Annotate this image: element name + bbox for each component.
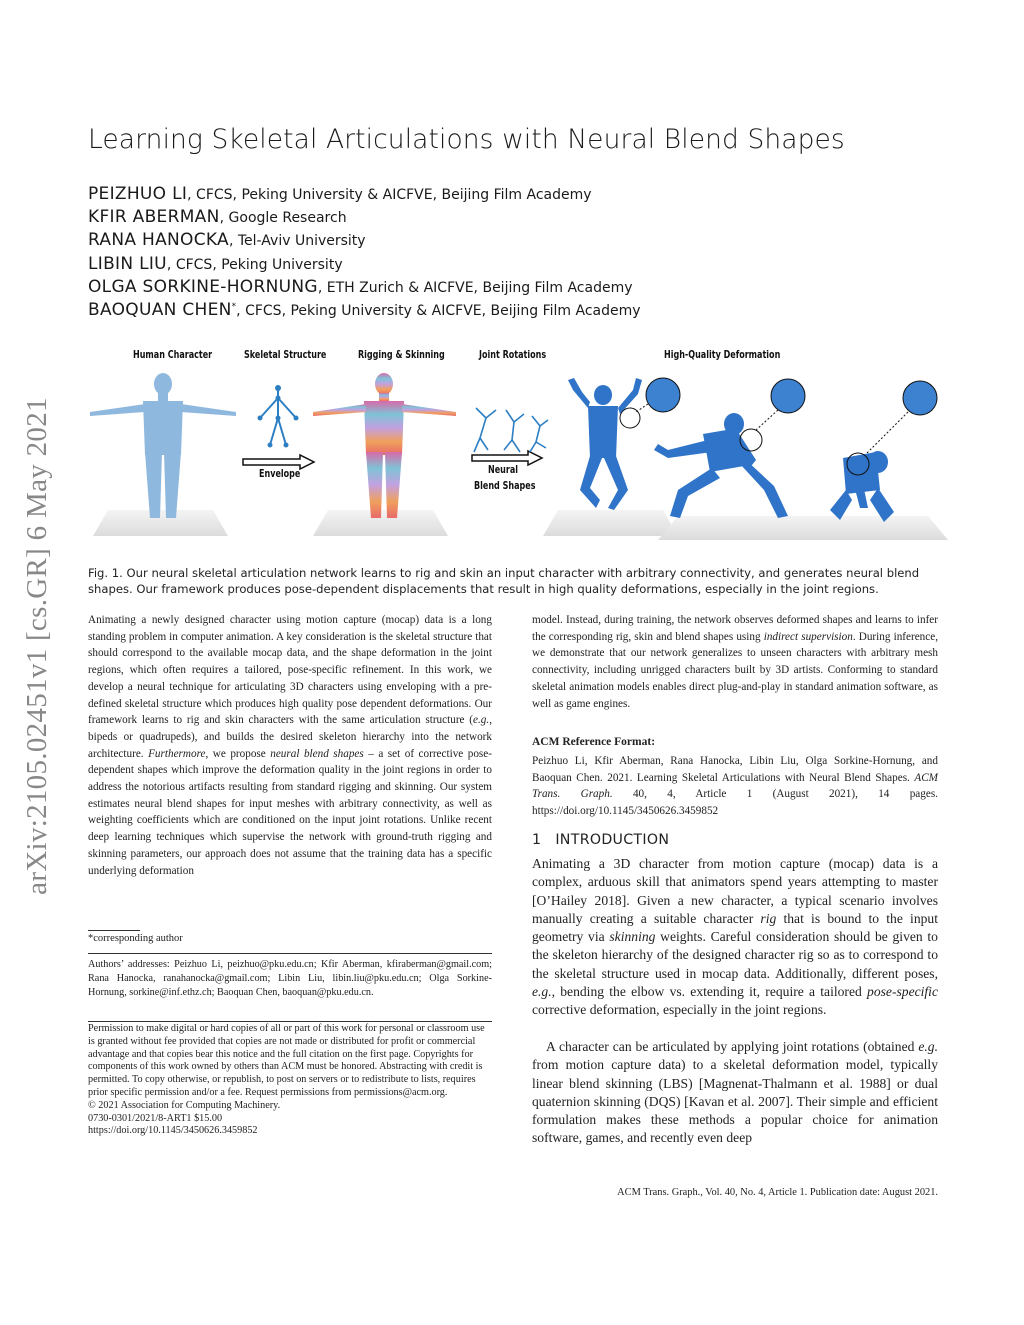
label-skeletal-structure: Skeletal Structure bbox=[244, 349, 327, 361]
intro-segment: weights. Careful consideration should be given to the skeleton hierarchy of the designed character rig so as to correspond to the skeletal structure used in mocap data. Additionally, different poses, bbox=[532, 929, 938, 981]
intro-segment: corrective deformation, especially in the joint regions. bbox=[532, 1002, 827, 1018]
section-title: INTRODUCTION bbox=[555, 832, 670, 848]
abstract-emphasis: neural blend shapes bbox=[270, 747, 364, 760]
intro-emphasis: rig bbox=[760, 910, 777, 926]
label-blend-shapes: Blend Shapes bbox=[474, 480, 536, 492]
joint-rotation-skeletons bbox=[474, 408, 548, 452]
label-human-character: Human Character bbox=[133, 349, 213, 361]
author-name: RANA HANOCKA bbox=[88, 230, 229, 250]
human-character-figure bbox=[90, 373, 236, 518]
floor-plane bbox=[93, 510, 228, 536]
corresponding-author-note: *corresponding author bbox=[88, 933, 183, 944]
author-name: KFIR ABERMAN bbox=[88, 207, 220, 227]
abstract-segment: Animating a newly designed character using motion capture (mocap) data is a long standing problem in computer animation. A key consideration is the skeletal structure that should correspond to the available mocap data, and the shape deformation in the joint regions, which often requires a tailored, pose-specific refinement. In this work, we develop a neural technique for articulating 3D characters using enveloping with a pre-defined skeletal structure which produces high quality pose dependent deformations. Our framework learns to rig and skin characters with the same articulation structure ( bbox=[88, 614, 492, 727]
author-line bbox=[88, 300, 641, 320]
arrow-envelope bbox=[243, 455, 314, 469]
permission-block bbox=[88, 1023, 492, 1138]
copyright-line: © 2021 Association for Computing Machinery. bbox=[88, 1099, 281, 1111]
abstract-emphasis: e.g. bbox=[473, 714, 490, 727]
abstract-text bbox=[88, 612, 492, 879]
arxiv-sidebar-stamp: arXiv:2105.02451v1 [cs.GR] 6 May 2021 bbox=[21, 397, 53, 895]
footnote-divider bbox=[88, 953, 492, 954]
author-affiliation: , ETH Zurich & AICFVE, Beijing Film Academy bbox=[317, 280, 633, 296]
reference-segment: 40, 4, Article 1 (August 2021), 14 pages. https://doi.org/10.1145/3450626.3459852 bbox=[532, 788, 938, 818]
floor-plane bbox=[788, 516, 948, 540]
section-number: 1 bbox=[532, 832, 542, 848]
floor-plane bbox=[543, 510, 678, 536]
reference-segment: Peizhuo Li, Kfir Aberman, Rana Hanocka, Libin Liu, Olga Sorkine-Hornung, and Baoquan Chen. 2021. Learning Skeletal Articulations with Neural Blend Shapes. bbox=[532, 755, 938, 784]
teaser-figure bbox=[88, 340, 948, 555]
author-affiliation: , CFCS, Peking University & AICFVE, Beijing Film Academy bbox=[236, 303, 641, 319]
reference-journal: ACM Trans. Graph. bbox=[532, 771, 938, 801]
label-neural: Neural bbox=[488, 464, 519, 476]
acm-reference-heading: ACM Reference Format: bbox=[532, 736, 656, 748]
author-affiliation: , CFCS, Peking University & AICFVE, Beijing Film Academy bbox=[187, 187, 592, 203]
label-envelope: Envelope bbox=[259, 468, 301, 480]
section-heading-introduction bbox=[532, 832, 683, 848]
abstract-emphasis: Furthermore bbox=[148, 747, 206, 760]
abstract-segment: , we propose bbox=[205, 747, 271, 760]
label-high-quality-deformation: High-Quality Deformation bbox=[664, 349, 781, 361]
page-footer: ACM Trans. Graph., Vol. 40, No. 4, Article 1. Publication date: August 2021. bbox=[617, 1187, 938, 1198]
footnote-divider bbox=[88, 1021, 492, 1022]
permission-text: Permission to make digital or hard copies of all or part of this work for personal or classroom use is granted without fee provided that copies are not made or distributed for profit or commercial advantage and that copies bear this notice and the full citation on the first page. Copyrights for components of this work owned by others than ACM must be honored. Abstracting with credit is permitted. To copy otherwise, or republish, to post on servers or to redistribute to lists, requires prior specific permission and/or a fee. Request permissions from permissions@acm.org. bbox=[88, 1023, 485, 1098]
author-affiliation: , Tel-Aviv University bbox=[228, 233, 366, 249]
intro-paragraph bbox=[532, 1038, 938, 1148]
deformed-character-crouch bbox=[830, 451, 894, 522]
intro-emphasis: skinning bbox=[609, 929, 656, 945]
paper-title: Learning Skeletal Articulations with Neural Blend Shapes bbox=[88, 124, 845, 155]
doi-link[interactable]: https://doi.org/10.1145/3450626.3459852 bbox=[88, 1125, 258, 1137]
deformed-character-lunge bbox=[654, 413, 788, 518]
intro-segment: A character can be articulated by applying joint rotations (obtained bbox=[546, 1039, 919, 1054]
intro-segment: from motion capture data) to a skeletal deformation model, typically linear blend skinning (LBS) [Magnenat-Thalmann et al. 1988] or dual quaternion skinning (DQS) [Kavan et al. 2007]. Their simple and efficient formulation makes these methods a popular choice for animation software, games, and recently even deep bbox=[532, 1057, 938, 1146]
author-name: LIBIN LIU bbox=[88, 254, 167, 274]
author-line bbox=[88, 230, 366, 250]
author-affiliation: , CFCS, Peking University bbox=[166, 257, 343, 273]
abstract-segment: . During inference, we demonstrate that our network generalizes to unseen characters with arbitrary mesh connectivity, including unrigged characters built by 3D artists. Conforming to standard skeletal animation models enables direct plug-and-play in standard animation software, as well as game engines. bbox=[532, 630, 938, 710]
zoom-inset bbox=[620, 378, 937, 475]
issn-line: 0730-0301/2021/8-ART1 $15.00 bbox=[88, 1112, 223, 1124]
intro-emphasis: e.g., bbox=[532, 984, 556, 1000]
abstract-segment: , bipeds or quadrupeds), and builds the desired skeleton hierarchy into the network architecture. bbox=[88, 714, 492, 760]
deformed-character-jump bbox=[568, 378, 642, 510]
author-affiliation: , Google Research bbox=[219, 210, 347, 226]
abstract-emphasis: indirect supervision bbox=[763, 630, 853, 643]
author-mark: * bbox=[231, 301, 237, 312]
author-line bbox=[88, 184, 592, 204]
author-name: PEIZHUO LI bbox=[88, 184, 188, 204]
author-name: BAOQUAN CHEN bbox=[88, 300, 232, 320]
authors-addresses: Authors’ addresses: Peizhuo Li, peizhuo@pku.edu.cn; Kfir Aberman, kfiraberman@gmail.com; Rana Hanocka, ranahanocka@gmail.com; Libin Liu, libin.liu@pku.edu.cn; Olga Sorkine-Hornung, sorkine@inf.ethz.ch; Baoquan Chen, baoquan@pku.edu.cn. bbox=[88, 959, 492, 998]
arrow-neural bbox=[472, 451, 542, 465]
intro-segment: that is bound to the input geometry via bbox=[532, 910, 938, 945]
abstract-segment: model. Instead, during training, the network observes deformed shapes and learns to infer the corresponding rig, skin and blend shapes using bbox=[532, 614, 938, 643]
author-line bbox=[88, 254, 343, 274]
figure-caption: Fig. 1. Our neural skeletal articulation network learns to rig and skin an input character with arbitrary connectivity, and generates neural blend shapes. Our framework produces pose-dependent displacements that result in high quality deformations, especially in the joint regions. bbox=[88, 566, 920, 596]
intro-segment: bending the elbow vs. extending it, require a tailored bbox=[555, 984, 868, 1000]
author-line bbox=[88, 207, 347, 227]
label-rigging-skinning: Rigging & Skinning bbox=[358, 349, 445, 361]
figure-illustration bbox=[88, 340, 948, 555]
rigged-character-figure bbox=[313, 373, 456, 518]
intro-emphasis: e.g. bbox=[918, 1039, 938, 1054]
intro-emphasis: pose-specific bbox=[867, 984, 938, 1000]
abstract-continued bbox=[532, 612, 938, 712]
intro-segment: Animating a 3D character from motion capture (mocap) data is a complex, arduous skill that animators spend years attempting to master [O’Hailey 2018]. Given a new character, a typical scenario involves manually creating a suitable character bbox=[532, 856, 938, 926]
author-name: OLGA SORKINE-HORNUNG bbox=[88, 277, 318, 297]
author-line bbox=[88, 277, 633, 297]
intro-paragraph bbox=[532, 855, 938, 1020]
label-joint-rotations: Joint Rotations bbox=[479, 349, 547, 361]
footnote-rule bbox=[88, 930, 140, 931]
acm-reference-text bbox=[532, 753, 938, 820]
abstract-segment: – a set of corrective pose-dependent shapes which improve the deformation quality in the joint regions in order to address the notorious artifacts resulting from standard rigging and skinning. Our system estimates neural blend shapes for input meshes with arbitrary connectivity, as well as weighting coefficients which are conditioned on the input joint rotations. Unlike recent deep learning techniques which supervise the network with ground-truth rigging and skinning parameters, our approach does not assume that the training data has a specific underlying deformation bbox=[88, 747, 492, 877]
